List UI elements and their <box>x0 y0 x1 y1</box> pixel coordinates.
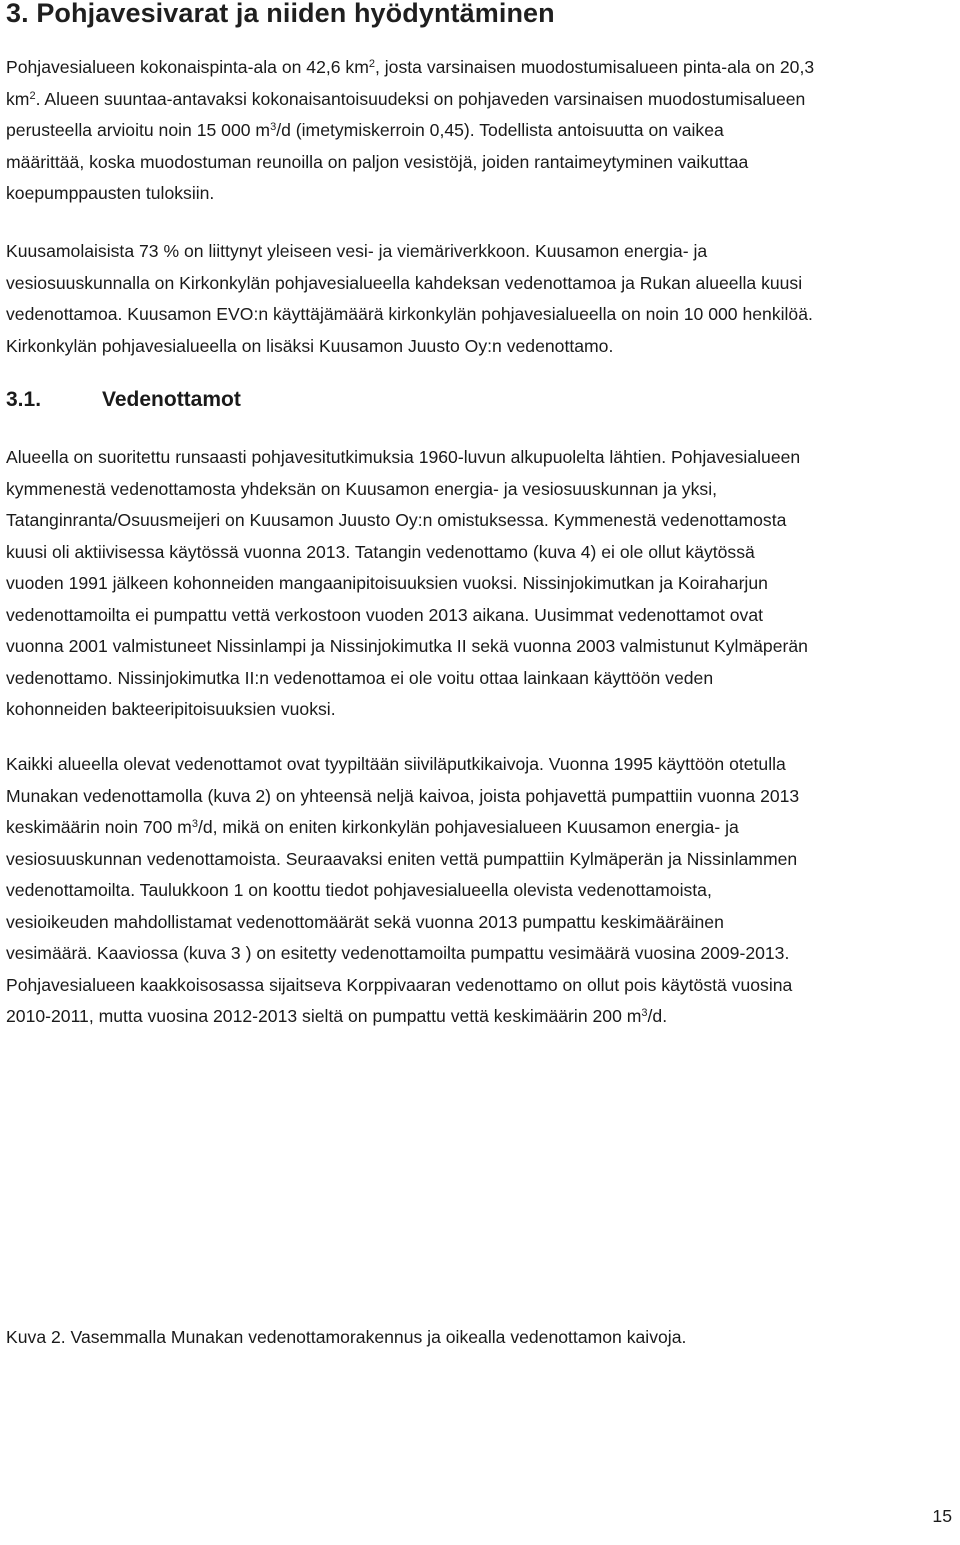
text-line: kohonneiden bakteeripitoisuuksien vuoksi. <box>6 699 336 719</box>
text-line: Munakan vedenottamolla (kuva 2) on yhteensä neljä kaivoa, joista pohjavettä pumpattiin vuonna 2013 <box>6 785 800 806</box>
text-line: kuusi oli aktiivisessa käytössä vuonna 2013. Tatangin vedenottamo (kuva 4) ei ole ollut käytössä <box>6 541 755 562</box>
text-line: Kirkonkylän pohjavesialueella on lisäksi Kuusamon Juusto Oy:n vedenottamo. <box>6 335 614 356</box>
figure-caption: Kuva 2. Vasemmalla Munakan vedenottamorakennus ja oikealla vedenottamon kaivoja. <box>6 1327 687 1347</box>
subsection-title: Vedenottamot <box>102 388 241 411</box>
text-line: vesiosuuskunnalla on Kirkonkylän pohjavesialueella kahdeksan vedenottamoa ja Rukan alueella kuusi <box>6 272 803 293</box>
superscript: 3 <box>191 818 198 830</box>
text-line: vesimäärä. Kaaviossa (kuva 3 ) on esitetty vedenottamoilta pumpattu vesimäärä vuosina 2009-2013. <box>6 943 790 963</box>
text-line: vedenottamoa. Kuusamon EVO:n käyttäjämäärä kirkonkylän pohjavesialueella on noin 10 000 henkilöä. <box>6 304 813 324</box>
superscript: 3 <box>641 1007 648 1019</box>
text-line: vedenottamoilta ei pumpattu vettä verkostoon vuoden 2013 aikana. Uusimmat vedenottamot ovat <box>6 604 763 625</box>
text-line <box>6 115 954 147</box>
text-span: /d (imetymiskerroin 0,45). Todellista antoisuutta on vaikea <box>276 120 724 140</box>
text-line: vedenottamo. Nissinjokimutka II:n vedenottamoa ei ole voitu ottaa lainkaan käyttöön veden <box>6 667 714 688</box>
text-line: määrittää, koska muodostuman reunoilla on paljon vesistöjä, joiden rantaimeytyminen vaikuttaa <box>6 151 749 172</box>
text-line: kymmenestä vedenottamosta yhdeksän on Kuusamon energia- ja vesiosuuskunnan ja yksi, <box>6 478 717 499</box>
text-line <box>6 84 954 116</box>
text-line: vedenottamoilta. Taulukkoon 1 on koottu tiedot pohjavesialueella olevista vedenottamoista, <box>6 880 712 900</box>
text-line: Tatanginranta/Osuusmeijeri on Kuusamon Juusto Oy:n omistuksessa. Kymmenestä vedenottamosta <box>6 510 787 530</box>
text-span: km <box>6 88 30 109</box>
text-span: /d. <box>647 1006 668 1026</box>
text-span: 2010-2011, mutta vuosina 2012-2013 sieltä on pumpattu vettä keskimäärin 200 m <box>6 1006 642 1026</box>
text-line: vuonna 2001 valmistuneet Nissinlampi ja Nissinjokimutka II sekä vuonna 2003 valmistunut Kylmäperän <box>6 636 808 656</box>
text-span: . Alueen suuntaa-antavaksi kokonaisantoisuudeksi on pohjaveden varsinaisen muodostumisalueen <box>35 88 806 109</box>
text-line <box>6 52 954 84</box>
text-line <box>6 812 954 844</box>
subsection-number: 3.1. <box>6 388 42 411</box>
superscript: 2 <box>368 58 375 70</box>
text-line: vesioikeuden mahdollistamat vedenottomäärät sekä vuonna 2013 pumpattu keskimääräinen <box>6 911 724 932</box>
text-span: perusteella arvioitu noin 15 000 m <box>6 120 271 140</box>
paragraph-area-info <box>6 52 954 210</box>
text-span: Pohjavesialueen kokonaispinta-ala on 42,6 km <box>6 57 369 77</box>
text-span: keskimäärin noin 700 m <box>6 817 192 837</box>
text-line: Kuusamolaisista 73 % on liittynyt yleiseen vesi- ja viemäriverkkoon. Kuusamon energia- ja <box>6 241 708 261</box>
text-line: Alueella on suoritettu runsaasti pohjavesitutkimuksia 1960-luvun alkupuolelta lähtien. Pohjavesialueen <box>6 447 801 467</box>
text-line <box>6 1001 954 1033</box>
superscript: 3 <box>270 121 277 133</box>
text-line: Kaikki alueella olevat vedenottamot ovat tyypiltään siiviläputkikaivoja. Vuonna 1995 käyttöön otetulla <box>6 754 786 774</box>
superscript: 2 <box>29 89 36 102</box>
text-span: /d, mikä on eniten kirkonkylän pohjavesialueen Kuusamon energia- ja <box>197 817 739 837</box>
text-line: vuoden 1991 jälkeen kohonneiden mangaanipitoisuuksien vuoksi. Nissinjokimutkan ja Koiraharjun <box>6 573 768 593</box>
paragraph-wells-info <box>6 749 954 1033</box>
text-line: vesiosuuskunnan vedenottamoista. Seuraavaksi eniten vettä pumpattiin Kylmäperän ja Nissinlammen <box>6 848 798 869</box>
text-line: koepumppausten tuloksiin. <box>6 183 215 203</box>
page-number: 15 <box>932 1506 952 1526</box>
text-line: Pohjavesialueen kaakkoisosassa sijaitseva Korppivaaran vedenottamo on ollut pois käytöstä vuosina <box>6 974 793 995</box>
subsection-heading <box>6 388 241 412</box>
text-span: , josta varsinaisen muodostumisalueen pinta-ala on 20,3 <box>375 57 815 77</box>
paragraph-intake-history <box>6 442 954 726</box>
section-heading: 3. Pohjavesivarat ja niiden hyödyntäminen <box>6 0 555 28</box>
paragraph-network-info <box>6 236 954 362</box>
